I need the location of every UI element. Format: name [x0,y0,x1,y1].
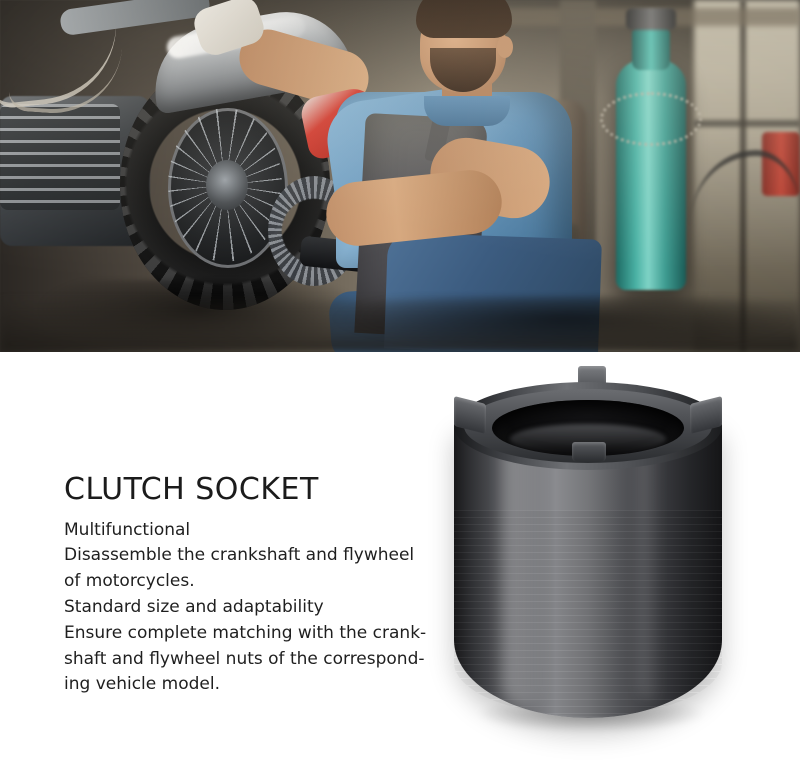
lifestyle-photo [0,0,800,352]
feature-line: Ensure complete matching with the crank- [64,622,427,643]
socket-lug-front [572,442,606,462]
wheel-hub [206,160,248,210]
feature-line: Multifunctional [64,519,191,540]
feature-line: Disassemble the crankshaft and flywheel [64,545,415,566]
gas-cylinder-neck [632,26,670,70]
feature-line: Standard size and adaptability [64,596,324,617]
feature-line: shaft and flywheel nuts of the correspond- [64,648,425,669]
window-frame-crossbar [694,120,800,127]
gas-cylinder-cap [626,8,676,30]
feature-line: ing vehicle model. [64,674,220,695]
floor-shadow-right [330,296,800,352]
product-title: CLUTCH SOCKET [64,472,319,507]
socket-machining-lines [454,510,722,716]
mechanic-hair [416,0,512,38]
engine-cooling-fins [0,104,120,210]
mechanic-ear [497,36,513,58]
product-copy [64,474,464,698]
mechanic-collar [424,96,510,126]
socket-highlight-left [502,430,544,706]
socket-highlight-right [638,450,664,700]
clutch-socket-product-image [432,360,752,750]
hanging-chain [600,92,702,146]
feature-line: of motorcycles. [64,571,195,592]
product-detail-panel [0,352,800,763]
